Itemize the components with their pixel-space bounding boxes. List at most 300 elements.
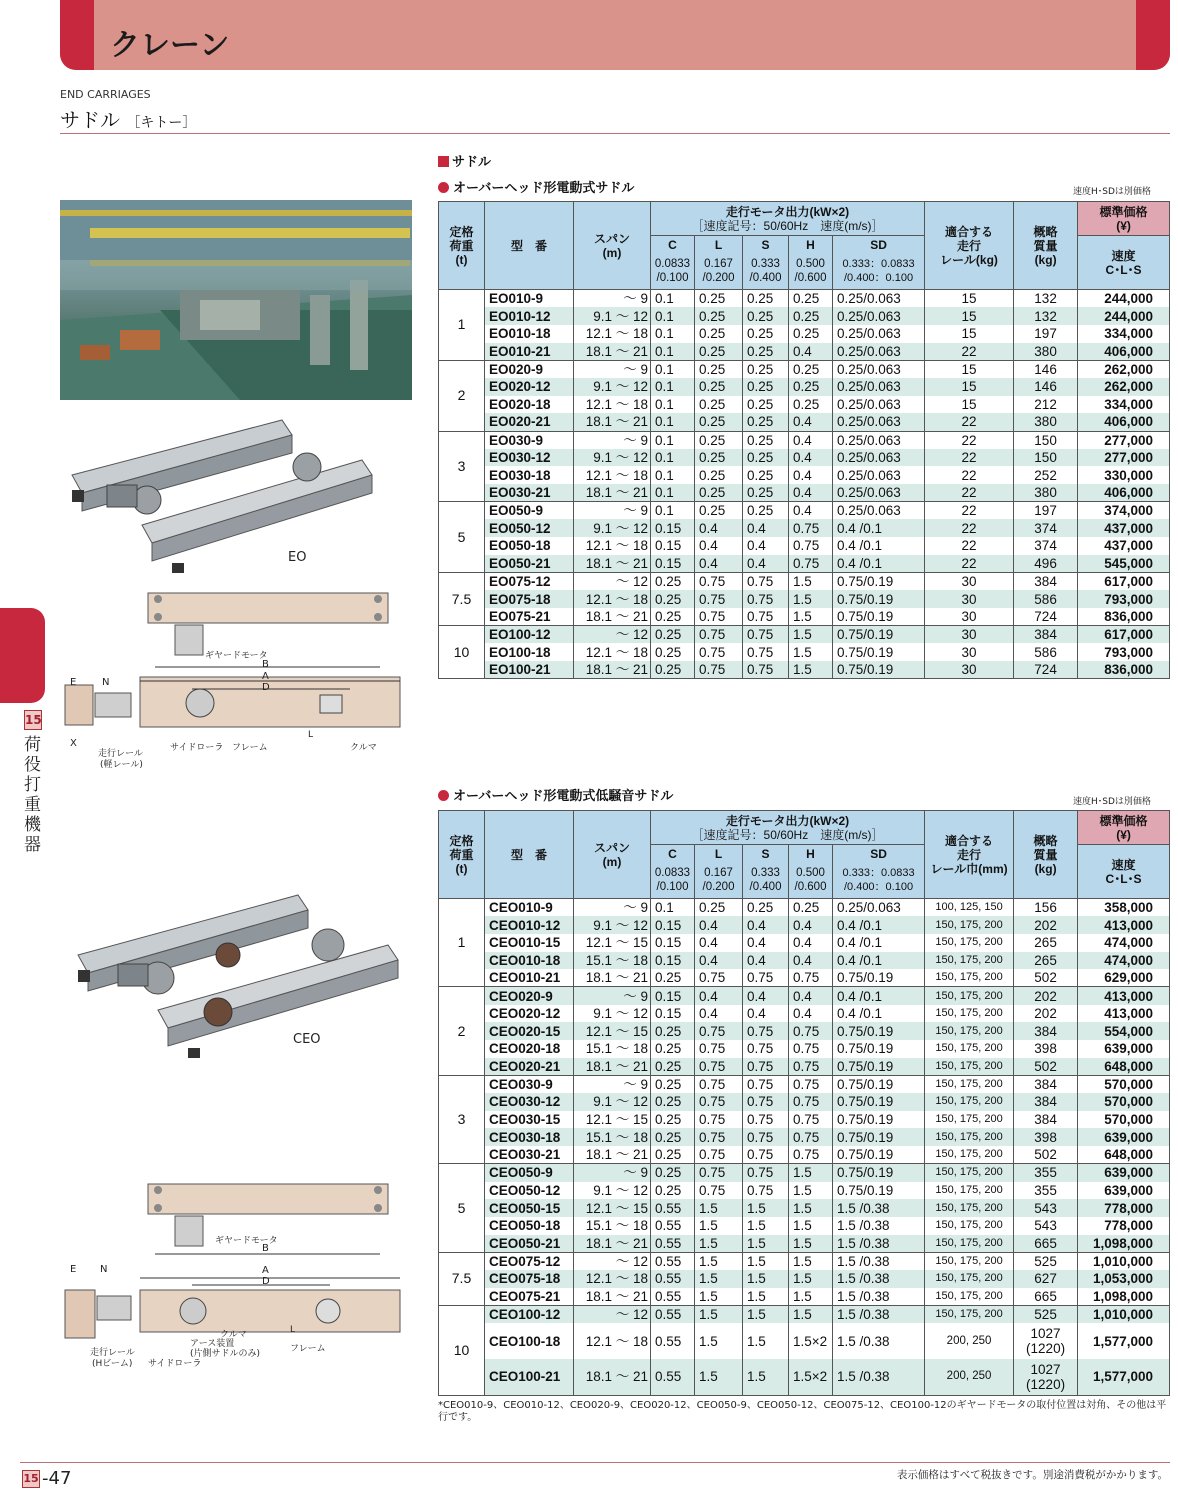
model-cell: EO050-12: [485, 519, 574, 537]
speed-l-cell: 0.4: [695, 934, 743, 952]
table-row: [439, 626, 1170, 644]
price-cell: 437,000: [1078, 519, 1170, 537]
capacity-cell: 2: [439, 987, 485, 1075]
mass-cell: 398: [1014, 1128, 1078, 1146]
model-cell: CEO010-21: [485, 969, 574, 987]
speed-s-cell: 0.25: [743, 413, 789, 431]
mass-cell: 586: [1014, 643, 1078, 661]
ceo-frame-label: フレーム: [290, 1344, 326, 1354]
ceo-dim-n: N: [100, 1264, 108, 1275]
speed-l-cell: 0.75: [695, 1182, 743, 1200]
rail-cell: 150, 175, 200: [925, 1075, 1014, 1093]
rail-cell: 150, 175, 200: [925, 1146, 1014, 1164]
col-speed-code: L: [695, 845, 743, 863]
table2-heading: オーバーヘッド形電動式低騒音サドル: [438, 785, 673, 804]
rail-cell: 22: [925, 343, 1014, 361]
rail-cell: 22: [925, 466, 1014, 484]
table-row: [439, 1305, 1170, 1323]
ceo-illustration: [68, 890, 428, 1065]
model-cell: EO010-12: [485, 307, 574, 325]
ceo-saddle-drawing: [68, 890, 428, 1065]
rail-cell: 22: [925, 555, 1014, 573]
eo-dim-d: D: [262, 682, 270, 693]
speed-h-cell: 0.4: [789, 466, 833, 484]
speed-sd-cell: 0.4 /0.1: [833, 952, 925, 970]
price-cell: 1,577,000: [1078, 1359, 1170, 1395]
rail-cell: 150, 175, 200: [925, 1288, 1014, 1306]
speed-h-cell: 0.75: [789, 1040, 833, 1058]
speed-l-cell: 0.4: [695, 916, 743, 934]
speed-s-cell: 0.75: [743, 626, 789, 644]
capacity-cell: 5: [439, 1164, 485, 1252]
table-row: [439, 1252, 1170, 1270]
speed-h-cell: 1.5: [789, 573, 833, 591]
rail-cell: 150, 175, 200: [925, 934, 1014, 952]
speed-h-cell: 1.5: [789, 643, 833, 661]
speed-h-cell: 1.5: [789, 1235, 833, 1253]
ceo-side-roller-label: サイドローラ: [148, 1359, 202, 1369]
speed-l-cell: 0.75: [695, 643, 743, 661]
rail-cell: 150, 175, 200: [925, 1040, 1014, 1058]
span-cell: 18.1 ～ 21: [574, 661, 651, 679]
mass-cell: 380: [1014, 413, 1078, 431]
model-cell: EO100-21: [485, 661, 574, 679]
speed-h-cell: 0.4: [789, 987, 833, 1005]
col-speed-value: 0.167 /0.200: [695, 254, 743, 290]
span-cell: ～ 9: [574, 1164, 651, 1182]
span-cell: ～ 9: [574, 1075, 651, 1093]
rail-cell: 30: [925, 661, 1014, 679]
rail-cell: 15: [925, 378, 1014, 396]
model-cell: CEO020-15: [485, 1022, 574, 1040]
price-cell: 330,000: [1078, 466, 1170, 484]
speed-l-cell: 0.4: [695, 952, 743, 970]
price-cell: 648,000: [1078, 1146, 1170, 1164]
speed-h-cell: 0.25: [789, 325, 833, 343]
table2-price-note: 速度H･SDは別価格: [1073, 797, 1151, 807]
speed-l-cell: 0.25: [695, 502, 743, 520]
col-speed-value: 0.500 /0.600: [789, 863, 833, 899]
speed-h-cell: 0.4: [789, 413, 833, 431]
model-cell: EO075-12: [485, 573, 574, 591]
speed-s-cell: 0.25: [743, 502, 789, 520]
model-cell: EO010-9: [485, 290, 574, 308]
col-speed-value: 0.333：0.0833 /0.400：0.100: [833, 863, 925, 899]
speed-c-cell: 0.15: [651, 987, 695, 1005]
speed-c-cell: 0.1: [651, 466, 695, 484]
speed-h-cell: 1.5: [789, 1270, 833, 1288]
span-cell: 18.1 ～ 21: [574, 969, 651, 987]
table-row: [439, 502, 1170, 520]
span-cell: 18.1 ～ 21: [574, 608, 651, 626]
span-cell: ～ 9: [574, 899, 651, 917]
model-cell: CEO050-9: [485, 1164, 574, 1182]
capacity-cell: 3: [439, 1075, 485, 1163]
table-row: [439, 643, 1170, 661]
speed-l-cell: 1.5: [695, 1252, 743, 1270]
speed-c-cell: 0.25: [651, 573, 695, 591]
speed-l-cell: 1.5: [695, 1288, 743, 1306]
speed-l-cell: 0.75: [695, 1075, 743, 1093]
speed-l-cell: 0.75: [695, 590, 743, 608]
speed-h-cell: 0.4: [789, 934, 833, 952]
price-cell: 334,000: [1078, 396, 1170, 414]
factory-photo-drawing: [60, 200, 412, 400]
col-speed-value: 0.167 /0.200: [695, 863, 743, 899]
table1-price-note: 速度H･SDは別価格: [1073, 187, 1151, 197]
col-speed-value: 0.333 /0.400: [743, 254, 789, 290]
speed-h-cell: 1.5: [789, 1217, 833, 1235]
col-speed-code: C: [651, 845, 695, 863]
price-cell: 793,000: [1078, 590, 1170, 608]
col-speed-value: 0.0833 /0.100: [651, 863, 695, 899]
price-cell: 836,000: [1078, 661, 1170, 679]
table-row: [439, 360, 1170, 378]
speed-sd-cell: 0.75/0.19: [833, 1022, 925, 1040]
mass-cell: 543: [1014, 1199, 1078, 1217]
model-cell: CEO075-12: [485, 1252, 574, 1270]
col-speed-value: 0.333：0.0833 /0.400：0.100: [833, 254, 925, 290]
table-row: [439, 378, 1170, 396]
speed-c-cell: 0.1: [651, 899, 695, 917]
rail-cell: 150, 175, 200: [925, 952, 1014, 970]
speed-s-cell: 0.75: [743, 1022, 789, 1040]
speed-l-cell: 0.25: [695, 431, 743, 449]
col-speed-code: H: [789, 236, 833, 254]
table-row: [439, 661, 1170, 679]
speed-s-cell: 0.4: [743, 519, 789, 537]
speed-s-cell: 0.25: [743, 466, 789, 484]
eo-dim-x: X: [70, 738, 77, 749]
speed-s-cell: 0.75: [743, 1040, 789, 1058]
speed-c-cell: 0.25: [651, 626, 695, 644]
speed-l-cell: 0.25: [695, 899, 743, 917]
table-row: [439, 325, 1170, 343]
mass-cell: 380: [1014, 343, 1078, 361]
price-cell: 437,000: [1078, 537, 1170, 555]
speed-h-cell: 0.75: [789, 519, 833, 537]
table-row: [439, 573, 1170, 591]
price-cell: 639,000: [1078, 1040, 1170, 1058]
model-cell: CEO010-18: [485, 952, 574, 970]
rail-cell: 15: [925, 396, 1014, 414]
speed-c-cell: 0.25: [651, 1182, 695, 1200]
speed-s-cell: 0.4: [743, 1005, 789, 1023]
rail-cell: 150, 175, 200: [925, 1093, 1014, 1111]
speed-sd-cell: 0.75/0.19: [833, 1146, 925, 1164]
speed-h-cell: 0.75: [789, 1022, 833, 1040]
col-speed-code: S: [743, 845, 789, 863]
table-row: [439, 1182, 1170, 1200]
ceo-dim-l: L: [290, 1325, 296, 1335]
eo-dim-n: N: [102, 677, 110, 688]
speed-c-cell: 0.1: [651, 413, 695, 431]
speed-c-cell: 0.25: [651, 1146, 695, 1164]
speed-c-cell: 0.55: [651, 1323, 695, 1359]
speed-s-cell: 0.25: [743, 899, 789, 917]
speed-s-cell: 0.75: [743, 1164, 789, 1182]
col-mass: 概略 質量 (kg): [1014, 811, 1078, 899]
price-cell: 778,000: [1078, 1199, 1170, 1217]
capacity-cell: 5: [439, 502, 485, 573]
speed-sd-cell: 0.25/0.063: [833, 378, 925, 396]
eo-rail-label: 走行レール: [98, 749, 143, 759]
price-cell: 413,000: [1078, 1005, 1170, 1023]
span-cell: ～ 9: [574, 431, 651, 449]
model-cell: EO020-21: [485, 413, 574, 431]
speed-l-cell: 0.4: [695, 537, 743, 555]
span-cell: 9.1 ～ 12: [574, 1182, 651, 1200]
speed-h-cell: 0.75: [789, 1075, 833, 1093]
col-span: スパン (m): [574, 811, 651, 899]
price-cell: 277,000: [1078, 431, 1170, 449]
speed-l-cell: 0.75: [695, 1164, 743, 1182]
speed-h-cell: 1.5: [789, 626, 833, 644]
col-speed-code: S: [743, 236, 789, 254]
speed-c-cell: 0.55: [651, 1235, 695, 1253]
speed-c-cell: 0.15: [651, 916, 695, 934]
speed-h-cell: 1.5: [789, 1164, 833, 1182]
model-cell: EO030-12: [485, 449, 574, 467]
speed-sd-cell: 1.5 /0.38: [833, 1359, 925, 1395]
speed-c-cell: 0.25: [651, 1093, 695, 1111]
table-row: [439, 1359, 1170, 1395]
price-cell: 1,010,000: [1078, 1252, 1170, 1270]
speed-c-cell: 0.15: [651, 934, 695, 952]
eo-dim-l: L: [308, 730, 314, 740]
table-row: [439, 519, 1170, 537]
span-cell: ～ 9: [574, 360, 651, 378]
price-cell: 617,000: [1078, 626, 1170, 644]
speed-l-cell: 0.4: [695, 987, 743, 1005]
table-row: [439, 343, 1170, 361]
speed-h-cell: 0.75: [789, 969, 833, 987]
mass-cell: 384: [1014, 573, 1078, 591]
rail-cell: 150, 175, 200: [925, 1022, 1014, 1040]
speed-h-cell: 0.4: [789, 484, 833, 502]
mass-cell: 374: [1014, 537, 1078, 555]
model-cell: CEO075-18: [485, 1270, 574, 1288]
header-left-cap: [60, 0, 94, 70]
speed-l-cell: 0.25: [695, 396, 743, 414]
speed-h-cell: 1.5: [789, 590, 833, 608]
subtitle-jp-main: サドル: [60, 108, 120, 132]
span-cell: 18.1 ～ 21: [574, 1359, 651, 1395]
circle-bullet-icon: [438, 182, 449, 193]
speed-s-cell: 1.5: [743, 1359, 789, 1395]
square-bullet-icon: [438, 156, 449, 167]
price-cell: 406,000: [1078, 413, 1170, 431]
speed-l-cell: 0.25: [695, 360, 743, 378]
span-cell: ～ 12: [574, 573, 651, 591]
speed-s-cell: 0.75: [743, 1075, 789, 1093]
span-cell: 9.1 ～ 12: [574, 1093, 651, 1111]
col-speed-code: C: [651, 236, 695, 254]
mass-cell: 665: [1014, 1235, 1078, 1253]
price-cell: 793,000: [1078, 643, 1170, 661]
price-cell: 413,000: [1078, 916, 1170, 934]
span-cell: 12.1 ～ 18: [574, 396, 651, 414]
model-cell: EO030-9: [485, 431, 574, 449]
model-cell: EO050-18: [485, 537, 574, 555]
speed-sd-cell: 0.25/0.063: [833, 396, 925, 414]
speed-l-cell: 1.5: [695, 1270, 743, 1288]
col-speed-value: 0.500 /0.600: [789, 254, 833, 290]
table-row: [439, 307, 1170, 325]
table-row: [439, 1005, 1170, 1023]
rail-cell: 150, 175, 200: [925, 1111, 1014, 1129]
model-cell: CEO010-12: [485, 916, 574, 934]
span-cell: 9.1 ～ 12: [574, 378, 651, 396]
speed-sd-cell: 0.75/0.19: [833, 626, 925, 644]
table-row: [439, 413, 1170, 431]
table-row: [439, 466, 1170, 484]
price-cell: 374,000: [1078, 502, 1170, 520]
speed-l-cell: 0.25: [695, 325, 743, 343]
price-cell: 244,000: [1078, 290, 1170, 308]
side-tab: [0, 608, 45, 703]
table-row: [439, 1323, 1170, 1359]
model-cell: CEO050-21: [485, 1235, 574, 1253]
price-cell: 406,000: [1078, 484, 1170, 502]
speed-s-cell: 0.75: [743, 590, 789, 608]
speed-l-cell: 0.75: [695, 1058, 743, 1076]
speed-s-cell: 1.5: [743, 1270, 789, 1288]
mass-cell: 586: [1014, 590, 1078, 608]
rail-cell: 150, 175, 200: [925, 1217, 1014, 1235]
span-cell: 12.1 ～ 18: [574, 466, 651, 484]
speed-sd-cell: 0.4 /0.1: [833, 519, 925, 537]
span-cell: ～ 12: [574, 1252, 651, 1270]
eo-wheel-label: クルマ: [350, 743, 377, 753]
ceo-earth-sub-label: (片側サドルのみ): [190, 1349, 261, 1359]
model-cell: EO030-21: [485, 484, 574, 502]
price-cell: 639,000: [1078, 1164, 1170, 1182]
speed-l-cell: 1.5: [695, 1359, 743, 1395]
speed-c-cell: 0.25: [651, 1022, 695, 1040]
speed-c-cell: 0.25: [651, 969, 695, 987]
speed-c-cell: 0.1: [651, 378, 695, 396]
model-cell: CEO100-18: [485, 1323, 574, 1359]
price-cell: 262,000: [1078, 378, 1170, 396]
speed-s-cell: 0.4: [743, 537, 789, 555]
rail-cell: 150, 175, 200: [925, 1182, 1014, 1200]
price-cell: 639,000: [1078, 1128, 1170, 1146]
speed-h-cell: 0.75: [789, 1093, 833, 1111]
model-cell: CEO020-12: [485, 1005, 574, 1023]
speed-sd-cell: 0.75/0.19: [833, 643, 925, 661]
mass-cell: 384: [1014, 1111, 1078, 1129]
mass-cell: 1027 (1220): [1014, 1359, 1078, 1395]
speed-s-cell: 0.25: [743, 449, 789, 467]
model-cell: EO100-18: [485, 643, 574, 661]
speed-sd-cell: 0.75/0.19: [833, 1093, 925, 1111]
rail-cell: 22: [925, 449, 1014, 467]
table-row: [439, 952, 1170, 970]
speed-h-cell: 1.5: [789, 1199, 833, 1217]
rail-cell: 15: [925, 290, 1014, 308]
mass-cell: 502: [1014, 1058, 1078, 1076]
speed-sd-cell: 1.5 /0.38: [833, 1270, 925, 1288]
speed-sd-cell: 0.75/0.19: [833, 1164, 925, 1182]
speed-l-cell: 0.4: [695, 519, 743, 537]
ceo-geared-motor-label: ギヤードモータ: [215, 1236, 278, 1246]
speed-c-cell: 0.1: [651, 396, 695, 414]
speed-s-cell: 0.4: [743, 916, 789, 934]
speed-s-cell: 0.75: [743, 1182, 789, 1200]
model-cell: CEO075-21: [485, 1288, 574, 1306]
speed-sd-cell: 0.75/0.19: [833, 969, 925, 987]
model-cell: CEO020-18: [485, 1040, 574, 1058]
model-cell: EO075-21: [485, 608, 574, 626]
table-row: [439, 934, 1170, 952]
mass-cell: 502: [1014, 1146, 1078, 1164]
model-cell: EO075-18: [485, 590, 574, 608]
speed-s-cell: 0.75: [743, 573, 789, 591]
rail-cell: 15: [925, 360, 1014, 378]
span-cell: 12.1 ～ 15: [574, 1111, 651, 1129]
speed-h-cell: 0.25: [789, 307, 833, 325]
rail-cell: 30: [925, 643, 1014, 661]
capacity-cell: 1: [439, 899, 485, 987]
speed-h-cell: 0.4: [789, 502, 833, 520]
mass-cell: 132: [1014, 290, 1078, 308]
speed-s-cell: 0.75: [743, 661, 789, 679]
table-row: [439, 1058, 1170, 1076]
price-cell: 1,098,000: [1078, 1235, 1170, 1253]
speed-s-cell: 0.75: [743, 608, 789, 626]
mass-cell: 398: [1014, 1040, 1078, 1058]
speed-sd-cell: 1.5 /0.38: [833, 1305, 925, 1323]
span-cell: 9.1 ～ 12: [574, 916, 651, 934]
span-cell: ～ 9: [574, 502, 651, 520]
eo-label: EO: [288, 550, 307, 565]
subtitle-english: END CARRIAGES: [60, 88, 151, 101]
rail-cell: 22: [925, 431, 1014, 449]
mass-cell: 265: [1014, 952, 1078, 970]
span-cell: 12.1 ～ 15: [574, 934, 651, 952]
rail-cell: 15: [925, 307, 1014, 325]
model-cell: EO100-12: [485, 626, 574, 644]
price-cell: 778,000: [1078, 1217, 1170, 1235]
model-cell: CEO030-18: [485, 1128, 574, 1146]
price-cell: 277,000: [1078, 449, 1170, 467]
rail-cell: 22: [925, 537, 1014, 555]
table-row: [439, 1111, 1170, 1129]
span-cell: 18.1 ～ 21: [574, 1146, 651, 1164]
col-rail-width: 適合する 走行 レール巾(mm): [925, 811, 1014, 899]
model-cell: CEO050-12: [485, 1182, 574, 1200]
mass-cell: 502: [1014, 969, 1078, 987]
eo-dim-b: B: [262, 659, 269, 670]
capacity-cell: 7.5: [439, 573, 485, 626]
span-cell: 12.1 ～ 18: [574, 537, 651, 555]
table-row: [439, 290, 1170, 308]
table-row: [439, 537, 1170, 555]
speed-s-cell: 0.4: [743, 987, 789, 1005]
speed-l-cell: 0.75: [695, 1111, 743, 1129]
speed-sd-cell: 0.25/0.063: [833, 343, 925, 361]
speed-sd-cell: 0.25/0.063: [833, 466, 925, 484]
speed-c-cell: 0.15: [651, 555, 695, 573]
rail-cell: 150, 175, 200: [925, 969, 1014, 987]
mass-cell: 146: [1014, 360, 1078, 378]
span-cell: ～ 12: [574, 1305, 651, 1323]
mass-cell: 202: [1014, 916, 1078, 934]
span-cell: 12.1 ～ 18: [574, 590, 651, 608]
speed-h-cell: 0.4: [789, 343, 833, 361]
mass-cell: 150: [1014, 449, 1078, 467]
